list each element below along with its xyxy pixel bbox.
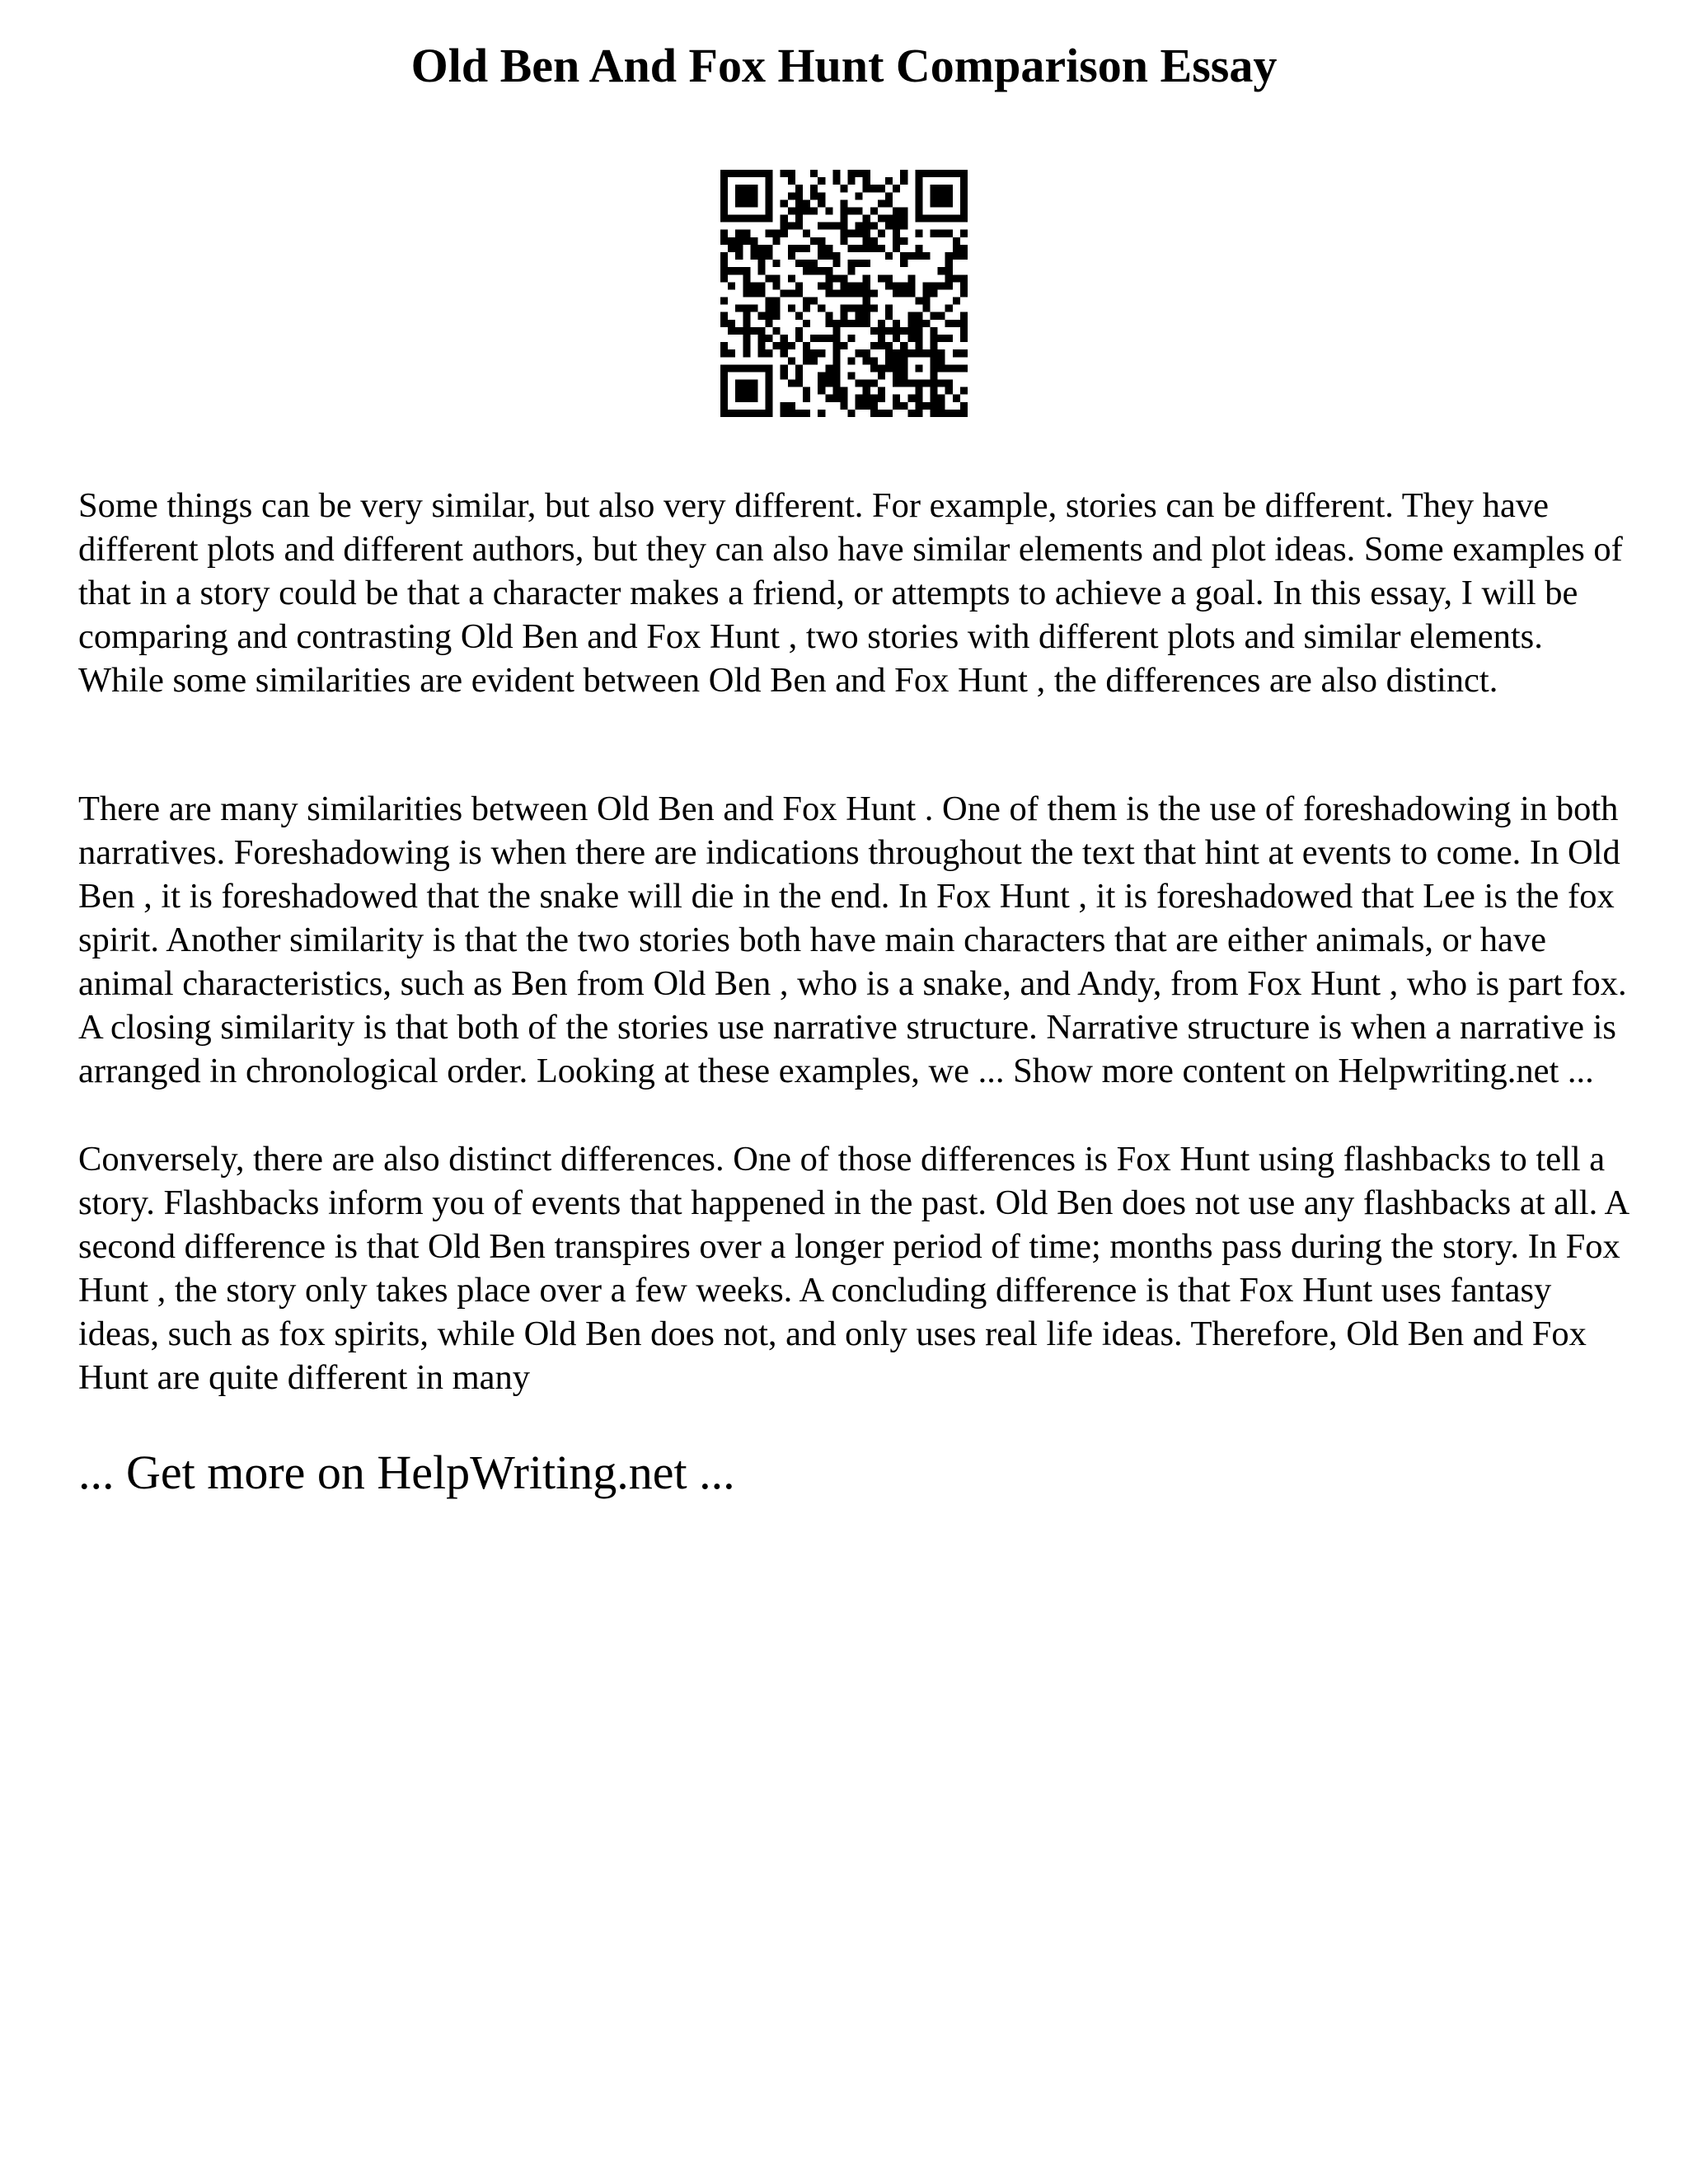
page-title: Old Ben And Fox Hunt Comparison Essay [410, 39, 1278, 92]
essay-paragraph-3: Conversely, there are also distinct differences. One of those differences is Fox Hunt using flashbacks to tell a story. Flashbacks inform you of events that happened in the past. Old Ben does not use any flashbacks at all. A second difference is that Old Ben transpires over a longer period of time; months pass during the story. In Fox Hunt , the story only takes place over a few weeks. A concluding difference is that Fox Hunt uses fantasy ideas, such as fox spirits, while Old Ben does not, and only uses real life ideas. Therefore, Old Ben and Fox Hunt are quite different in many [78, 1140, 1628, 1397]
essay-paragraph-1: Some things can be very similar, but also very different. For example, stories can be different. They have different plots and different authors, but they can also have similar elements and plot ideas. Some examples of that in a story could be that a character makes a friend, or attempts to achieve a goal. In this essay, I will be comparing and contrasting Old Ben and Fox Hunt , two stories with different plots and similar elements. While some similarities are evident between Old Ben and Fox Hunt , the differences are also distinct. [78, 486, 1623, 700]
get-more-link[interactable]: ... Get more on HelpWriting.net ... [78, 1446, 735, 1499]
qr-code-image [720, 170, 968, 417]
qr-code-icon [720, 170, 968, 417]
essay-paragraph-2: There are many similarities between Old Ben and Fox Hunt . One of them is the use of foreshadowing in both narratives. Foreshadowing is when there are indications throughout the text that hint at events to come. In Old Ben , it is foreshadowed that the snake will die in the end. In Fox Hunt , it is foreshadowed that Lee is the fox spirit. Another similarity is that the two stories both have main characters that are either animals, or have animal characteristics, such as Ben from Old Ben , who is a snake, and Andy, from Fox Hunt , who is part fox. A closing similarity is that both of the stories use narrative structure. Narrative structure is when a narrative is arranged in chronological order. Looking at these examples, we ... Show more content on Helpwriting.net ... [78, 790, 1627, 1090]
